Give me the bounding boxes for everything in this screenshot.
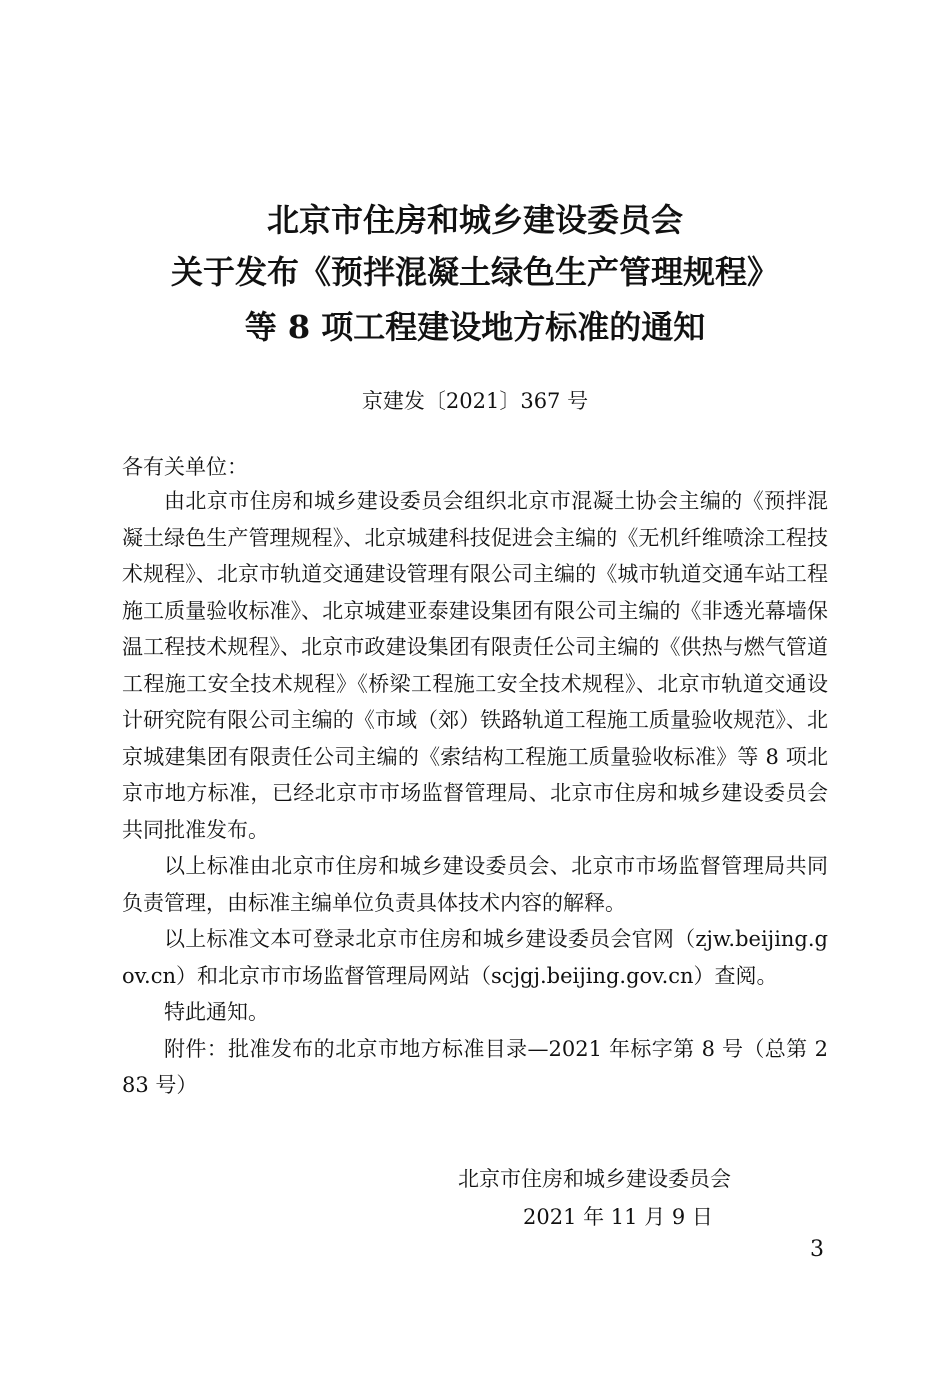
body-text bbox=[122, 483, 828, 1104]
signature-organization: 北京市住房和城乡建设委员会 bbox=[458, 1167, 731, 1191]
paragraph-announcement: 由北京市住房和城乡建设委员会组织北京市混凝土协会主编的《预拌混凝土绿色生产管理规程》、北京城建科技促进会主编的《无机纤维喷涂工程技术规程》、北京市轨道交通建设管理有限公司主编的《城市轨道交通车站工程施工质量验收标准》、北京城建亚泰建设集团有限公司主编的《非透光幕墙保温工程技术规程》、北京市政建设集团有限责任公司主编的《供热与燃气管道工程施工安全技术规程》《桥梁工程施工安全技术规程》、北京市轨道交通设计研究院有限公司主编的《市域（郊）铁路轨道工程施工质量验收规范》、北京城建集团有限责任公司主编的《索结构工程施工质量验收标准》等 8 项北京市地方标准，已经北京市市场监督管理局、北京市住房和城乡建设委员会共同批准发布。 bbox=[122, 489, 828, 842]
signature-date: 2021 年 11 月 9 日 bbox=[523, 1205, 713, 1229]
title-line-3: 等 8 项工程建设地方标准的通知 bbox=[244, 308, 706, 346]
document-number: 京建发〔2021〕367 号 bbox=[361, 389, 589, 413]
page-number: 3 bbox=[810, 1237, 824, 1262]
title-line-1: 北京市住房和城乡建设委员会 bbox=[266, 201, 683, 239]
salutation: 各有关单位： bbox=[122, 455, 248, 479]
paragraph-management: 以上标准由北京市住房和城乡建设委员会、北京市市场监督管理局共同负责管理，由标准主编单位负责具体技术内容的解释。 bbox=[122, 854, 828, 915]
title-line-2: 关于发布《预拌混凝土绿色生产管理规程》 bbox=[170, 253, 779, 291]
paragraph-attachment: 附件：批准发布的北京市地方标准目录—2021 年标字第 8 号（总第 283 号） bbox=[122, 1036, 828, 1097]
paragraph-access: 以上标准文本可登录北京市住房和城乡建设委员会官网（zjw.beijing.gov.cn）和北京市市场监督管理局网站（scjgj.beijing.gov.cn）查阅。 bbox=[122, 927, 828, 988]
paragraph-notice: 特此通知。 bbox=[164, 1000, 269, 1024]
